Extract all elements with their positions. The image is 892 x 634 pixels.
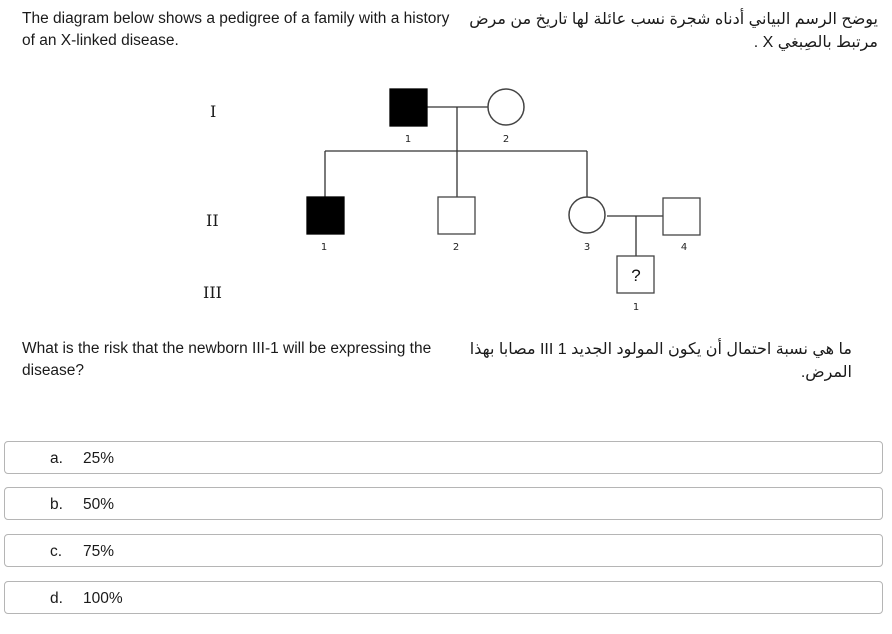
option-text: 75% bbox=[83, 543, 115, 560]
label-ii-4: 4 bbox=[680, 242, 688, 253]
generation-label-ii: II bbox=[206, 211, 219, 230]
label-ii-1: 1 bbox=[320, 242, 328, 253]
label-iii-1: 1 bbox=[632, 302, 640, 313]
option-letter: d. bbox=[50, 590, 63, 607]
question-mark-iii-1: ? bbox=[631, 266, 641, 285]
individual-ii-2-male bbox=[438, 197, 475, 234]
intro-text-arabic: يوضح الرسم البياني أدناه شجرة نسب عائلة لها تاريخ من مرض مرتبط بالصِبغي X . bbox=[469, 11, 878, 51]
question-text-arabic: ما هي نسبة احتمال أن يكون المولود الجديد III 1 مصابا بهذا المرض. bbox=[469, 341, 852, 381]
label-ii-2: 2 bbox=[452, 242, 460, 253]
individual-ii-1-affected-male bbox=[307, 197, 344, 234]
question-text-english: What is the risk that the newborn III-1 will be expressing the disease? bbox=[22, 340, 432, 379]
option-letter: a. bbox=[50, 450, 63, 467]
intro-text-english: The diagram below shows a pedigree of a family with a history of an X-linked disease. bbox=[22, 10, 450, 49]
label-i-1: 1 bbox=[404, 134, 412, 145]
option-letter: c. bbox=[50, 543, 63, 560]
label-i-2: 2 bbox=[502, 134, 510, 145]
option-text: 25% bbox=[83, 450, 115, 467]
pedigree-lines bbox=[325, 107, 663, 256]
option-text: 100% bbox=[83, 590, 123, 607]
individual-i-2-female bbox=[488, 89, 524, 125]
generation-label-iii: III bbox=[203, 283, 222, 302]
generation-label-i: I bbox=[210, 102, 217, 121]
individual-i-1-affected-male bbox=[390, 89, 427, 126]
label-ii-3: 3 bbox=[583, 242, 591, 253]
answer-option-c[interactable] bbox=[4, 534, 883, 567]
option-letter: b. bbox=[50, 496, 63, 513]
option-text: 50% bbox=[83, 496, 115, 513]
individual-ii-3-female bbox=[569, 197, 605, 233]
individual-ii-4-male bbox=[663, 198, 700, 235]
answer-option-b[interactable] bbox=[4, 487, 883, 520]
answer-option-a[interactable] bbox=[4, 441, 883, 474]
answer-option-d[interactable] bbox=[4, 581, 883, 614]
